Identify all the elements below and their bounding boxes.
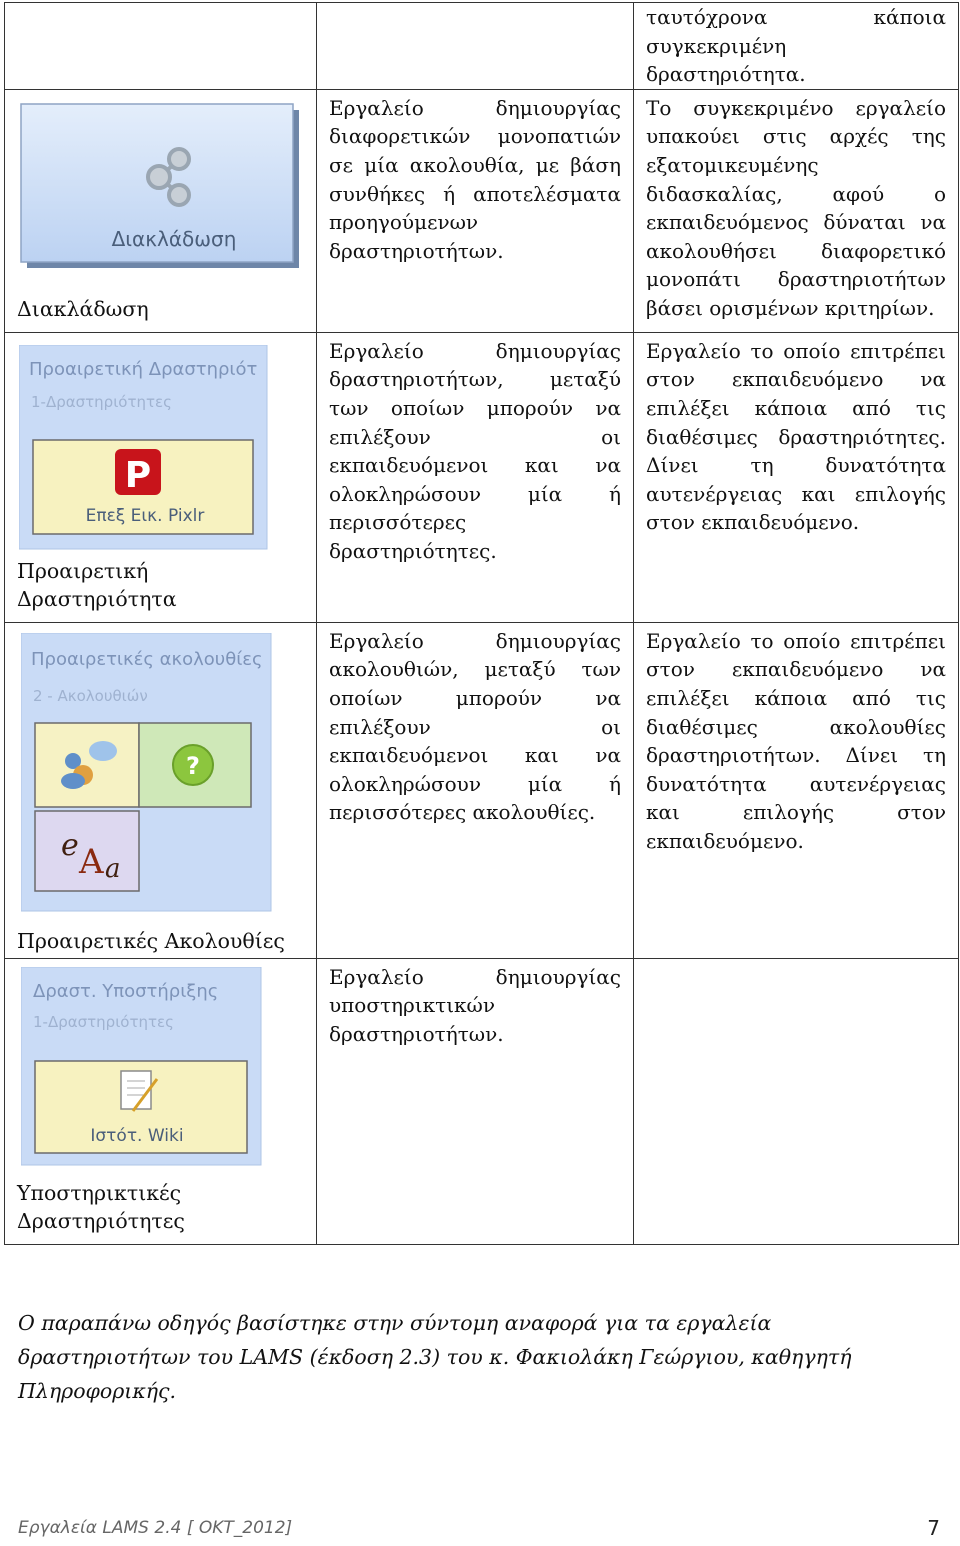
tools-table: [4, 2, 959, 1245]
support-activity-icon-subtitle: 1-Δραστηριότητες: [33, 1012, 174, 1031]
tool-name: Προαιρετικές Ακολουθίες: [17, 929, 285, 954]
question-icon: [173, 745, 213, 785]
table-row: [5, 958, 959, 1244]
svg-text:P: P: [124, 454, 152, 496]
support-activity-thumbnail: [21, 967, 263, 1167]
description-text: Εργαλείο δημιουργίας διαφορετικών μονοπατιών σε μία ακολουθία, με βάση συνθήκες ή αποτελέσματα προηγούμενων δραστηριοτήτων.: [329, 95, 621, 263]
purpose-cell: [634, 89, 959, 332]
description-text: Εργαλείο δημιουργίας ακολουθιών, μεταξύ των οποίων μπορούν να επιλέξουν οι εκπαιδευόμενοι και να ολοκληρώσουν μία ή περισσότερες ακολουθίες.: [329, 628, 621, 825]
optional-activity-thumbnail: [19, 345, 269, 551]
wiki-item-label: Ιστότ. Wiki: [90, 1125, 184, 1146]
tool-cell: [5, 332, 317, 622]
description-text: Εργαλείο δημιουργίας δραστηριοτήτων, μεταξύ των οποίων μπορούν να επιλέξουν οι εκπαιδευόμενοι και να ολοκληρώσουν μία ή περισσότερες δραστηριότητες.: [329, 338, 621, 563]
optional-activity-icon-subtitle: 1-Δραστηριότητες: [31, 392, 172, 411]
purpose-text: [634, 959, 958, 963]
purpose-cell: [634, 332, 959, 622]
purpose-cell: [634, 958, 959, 1244]
description-cell: [317, 3, 634, 90]
pixlr-icon: [115, 449, 161, 496]
table-row: [5, 89, 959, 332]
svg-text:?: ?: [186, 751, 200, 780]
description-cell: [317, 89, 634, 332]
support-activity-icon-title: Δραστ. Υποστήριξης: [33, 980, 219, 1002]
svg-text:a: a: [105, 853, 121, 884]
purpose-text: Εργαλείο το οποίο επιτρέπει στον εκπαιδευόμενο να επιλέξει κάποια από τις διαθέσιμες δραστηριότητες. Δίνει τη δυνατότητα αυτενέργειας και επιλογής στον εκπαιδευόμενο.: [646, 338, 946, 535]
tool-cell: [5, 622, 317, 958]
optional-sequences-icon-title: Προαιρετικές ακολουθίες: [31, 648, 263, 670]
page-number: 7: [927, 1516, 940, 1540]
optional-sequences-icon-subtitle: 2 - Ακολουθιών: [33, 686, 148, 705]
wiki-document-icon: [121, 1071, 157, 1111]
tool-name: Υποστηρικτικές Δραστηριότητες: [17, 1180, 185, 1234]
description-text: Εργαλείο δημιουργίας υποστηρικτικών δραστηριοτήτων.: [329, 964, 621, 1046]
table-row: [5, 332, 959, 622]
purpose-text: Εργαλείο το οποίο επιτρέπει στον εκπαιδευόμενο να επιλέξει κάποια από τις διαθέσιμες ακολουθίες δραστηριοτήτων. Δίνει τη δυνατότητα αυτενέργειας και επιλογής στον εκπαιδευόμενο.: [646, 628, 946, 853]
purpose-cell: [634, 3, 959, 90]
tool-cell: [5, 3, 317, 90]
description-cell: [317, 958, 634, 1244]
source-footnote: Ο παραπάνω οδηγός βασίστηκε στην σύντομη αναφορά για τα εργαλεία δραστηριοτήτων του LAMS (έκδοση 2.3) του κ. Φακιολάκη Γεώργιου, καθηγητή Πληροφορικής.: [18, 1311, 852, 1403]
description-cell: [317, 332, 634, 622]
purpose-cell: [634, 622, 959, 958]
tool-name: Προαιρετική Δραστηριότητα: [17, 558, 177, 612]
purpose-text: Το συγκεκριμένο εργαλείο υπακούει στις αρχές της εξατομικευμένης διδασκαλίας, αφού ο εκπαιδευόμενος δύναται να ακολουθήσει διαφορετικό μονοπάτι δραστηριοτήτων βάσει ορισμένων κριτηρίων.: [646, 95, 946, 320]
purpose-text: ταυτόχρονα κάποια συγκεκριμένη δραστηριότητα.: [646, 5, 946, 87]
footer-label: Εργαλεία LAMS 2.4 [ ΟΚΤ_2012]: [18, 1518, 293, 1538]
tool-cell: [5, 958, 317, 1244]
tool-cell: [5, 89, 317, 332]
svg-text:e: e: [61, 827, 79, 863]
branching-icon-label: Διακλάδωση: [111, 226, 237, 251]
table-row: [5, 622, 959, 958]
optional-sequences-thumbnail: [21, 633, 273, 913]
branching-tool-thumbnail: [19, 102, 303, 272]
optional-activity-icon-title: Προαιρετική Δραστηριότ: [29, 358, 258, 380]
pixlr-item-label: Επεξ Εικ. Pixlr: [85, 505, 205, 526]
table-row: [5, 3, 959, 90]
description-cell: [317, 622, 634, 958]
svg-text:A: A: [79, 841, 104, 882]
tool-name: Διακλάδωση: [17, 297, 149, 322]
